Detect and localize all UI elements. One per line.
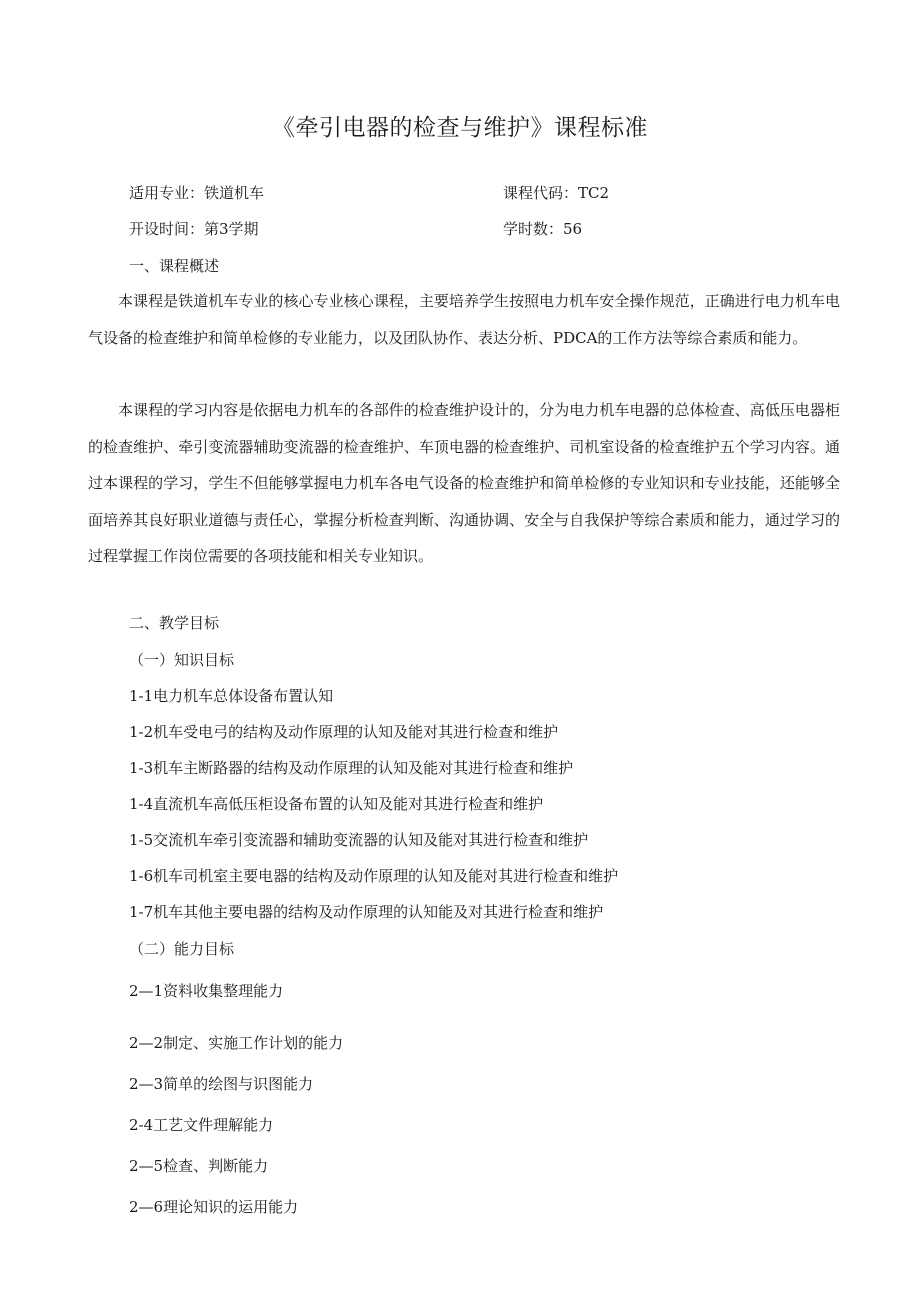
section1-paragraph: 本课程的学习内容是依据电力机车的各部件的检查维护设计的，分为电力机车电器的总体检查、高低压电器柜的检查维护、牵引变流器辅助变流器的检查维护、车顶电器的检查维护、司机室设备的检查维护五个学习内容。通过本课程的学习，学生不但能够掌握电力机车各电气设备的检查维护和简单检修的专业知识和专业技能，还能够全面培养其良好职业道德与责任心，掌握分析检查判断、沟通协调、安全与自我保护等综合素质和能力，通过学习的过程掌握工作岗位需要的各项技能和相关专业知识。 bbox=[88, 401, 840, 565]
meta-course-code: 课程代码：TC2 bbox=[503, 184, 610, 202]
knowledge-item: 1-7机车其他主要电器的结构及动作原理的认知能及对其进行检查和维护 bbox=[129, 903, 604, 921]
ability-item: 2—3简单的绘图与识图能力 bbox=[129, 1075, 314, 1093]
section2-heading: 二、教学目标 bbox=[129, 614, 220, 632]
section1-paragraph: 本课程是铁道机车专业的核心专业核心课程，主要培养学生按照电力机车安全操作规范，正确进行电力机车电气设备的检查维护和简单检修的专业能力，以及团队协作、表达分析、PDCA的工作方法等综合素质和能力。 bbox=[88, 292, 840, 347]
meta-major: 适用专业：铁道机车 bbox=[129, 184, 265, 202]
knowledge-item: 1-3机车主断路器的结构及动作原理的认知及能对其进行检查和维护 bbox=[129, 759, 574, 777]
knowledge-item: 1-1电力机车总体设备布置认知 bbox=[129, 687, 334, 705]
knowledge-item: 1-5交流机车牵引变流器和辅助变流器的认知及能对其进行检查和维护 bbox=[129, 831, 589, 849]
knowledge-item: 1-6机车司机室主要电器的结构及动作原理的认知及能对其进行检查和维护 bbox=[129, 867, 619, 885]
meta-hours: 学时数：56 bbox=[503, 220, 583, 238]
ability-heading: （二）能力目标 bbox=[129, 940, 235, 958]
document-title: 《牵引电器的检查与维护》课程标准 bbox=[272, 115, 648, 141]
meta-term: 开设时间：第3学期 bbox=[129, 220, 259, 238]
ability-item: 2—1资料收集整理能力 bbox=[129, 982, 284, 1000]
ability-item: 2—5检查、判断能力 bbox=[129, 1157, 269, 1175]
ability-item: 2—2制定、实施工作计划的能力 bbox=[129, 1034, 344, 1052]
knowledge-item: 1-2机车受电弓的结构及动作原理的认知及能对其进行检查和维护 bbox=[129, 723, 559, 741]
knowledge-heading: （一）知识目标 bbox=[129, 651, 235, 669]
knowledge-item: 1-4直流机车高低压柜设备布置的认知及能对其进行检查和维护 bbox=[129, 795, 544, 813]
ability-item: 2-4工艺文件理解能力 bbox=[129, 1116, 274, 1134]
ability-item: 2—6理论知识的运用能力 bbox=[129, 1198, 299, 1216]
section1-heading: 一、课程概述 bbox=[129, 257, 220, 275]
